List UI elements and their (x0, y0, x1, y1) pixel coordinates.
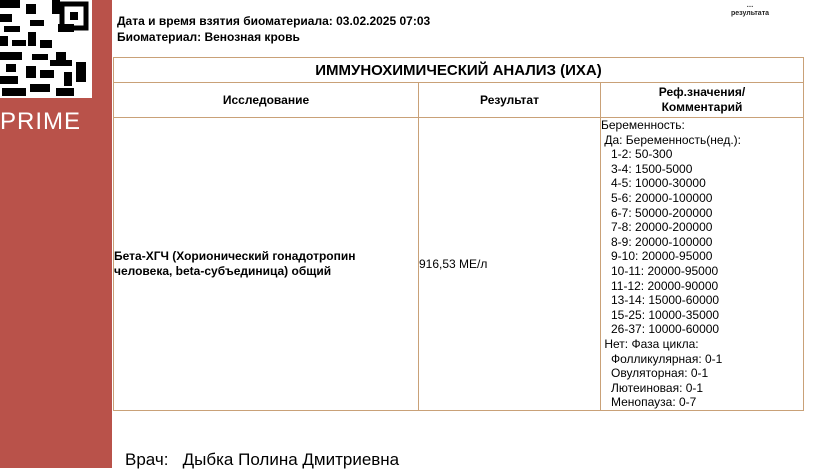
ref-line: Лютеиновая: 0-1 (601, 380, 704, 395)
brand-sidebar (0, 0, 112, 468)
ref-line: Менопауза: 0-7 (601, 395, 697, 410)
header-test: Исследование (114, 83, 419, 118)
qr-code-icon (0, 0, 92, 98)
ref-line: 9-10: 20000-95000 (601, 249, 713, 264)
ref-line: Овуляторная: 0-1 (601, 366, 709, 381)
section-title: ИММУНОХИМИЧЕСКИЙ АНАЛИЗ (ИХА) (114, 58, 804, 83)
ref-line: 4-5: 10000-30000 (601, 176, 706, 191)
ref-line: 7-8: 20000-200000 (601, 220, 713, 235)
table-row (114, 118, 804, 411)
ref-line: 1-2: 50-300 (601, 147, 673, 162)
header-refs-line2: Комментарий (661, 100, 743, 114)
doctor-name: Дыбка Полина Дмитриевна (182, 450, 400, 469)
ref-line: 15-25: 10000-35000 (601, 307, 720, 322)
collection-datetime: Дата и время взятия биоматериала: 03.02.2025 07:03 (117, 14, 431, 28)
ref-line: 11-12: 20000-90000 (601, 278, 719, 293)
doctor-signature-line (125, 450, 399, 470)
header-refs-line1: Реф.значения/ (658, 85, 746, 99)
ref-line: Да: Беременность(нед.): (601, 132, 741, 147)
reference-values-cell (601, 118, 804, 411)
ref-line: 3-4: 1500-5000 (601, 161, 693, 176)
table-header-row (114, 83, 804, 118)
biomaterial-type: Биоматериал: Венозная кровь (117, 30, 300, 44)
ref-line: 10-11: 20000-95000 (601, 263, 719, 278)
test-name-line2: человека, beta-субъединица) общий (114, 263, 332, 278)
result-value: 916,53 МЕ/л (419, 118, 601, 411)
qr-code (0, 0, 92, 98)
test-name-line1: Бета-ХГЧ (Хорионический гонадотропин (114, 248, 356, 263)
corner-note-line2: результата (730, 10, 770, 17)
ref-line: 26-37: 10000-60000 (601, 322, 720, 337)
corner-note-line1: … (746, 2, 754, 9)
corner-note (705, 2, 795, 18)
ref-line: Беременность: (601, 118, 685, 132)
ref-line: 5-6: 20000-100000 (601, 190, 713, 205)
ref-line: 13-14: 15000-60000 (601, 293, 720, 308)
test-name-cell (114, 118, 419, 411)
ref-line: Нет: Фаза цикла: (601, 336, 699, 351)
doctor-label: Врач: (125, 450, 169, 469)
brand-logo-text: PRIME (0, 108, 82, 135)
results-table (113, 57, 804, 411)
header-refs (601, 83, 804, 118)
ref-line: Фолликулярная: 0-1 (601, 351, 723, 366)
ref-line: 6-7: 50000-200000 (601, 205, 713, 220)
ref-line: 8-9: 20000-100000 (601, 234, 713, 249)
header-result: Результат (419, 83, 601, 118)
